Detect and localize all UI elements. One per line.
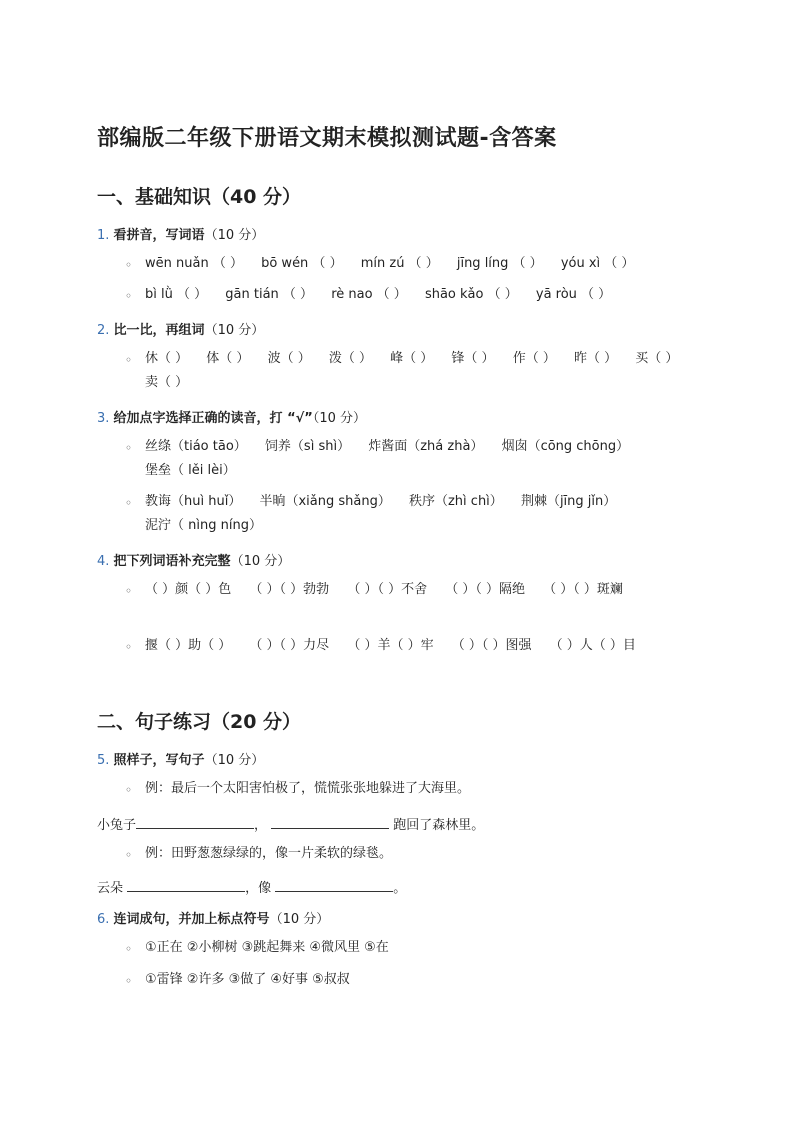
fill-sentence-1 xyxy=(97,814,484,833)
fill-start: 小兔子 xyxy=(97,818,137,833)
question-number: 6. xyxy=(97,912,110,927)
idiom-item: 揠（ ）助（ ） xyxy=(145,638,232,653)
pronunciation-item: 堡垒（ lěi lèi） xyxy=(145,463,236,478)
bullet: ◦ xyxy=(125,353,133,367)
idiom-item: （ ）羊（ ）牢 xyxy=(347,638,434,653)
char-item: 昨（ ） xyxy=(573,351,618,366)
section-heading-sentence-practice: 二、句子练习（20 分） xyxy=(97,711,302,733)
question-text: 比一比，再组词 xyxy=(113,323,205,338)
pronunciation-item: 饲养（sì shì） xyxy=(264,439,351,454)
idiom-row-1 xyxy=(145,578,705,602)
pronunciation-item: 炸酱面（zhá zhà） xyxy=(368,439,484,454)
fill-sentence-2 xyxy=(97,877,406,896)
question-score: （10 分） xyxy=(312,411,367,426)
pinyin-item: mín zú （ ） xyxy=(360,256,439,271)
pronunciation-row-2 xyxy=(145,490,705,538)
question-number: 2. xyxy=(97,323,110,338)
pronunciation-item: 丝绦（tiáo tāo） xyxy=(145,439,247,454)
fill-mid: ， xyxy=(254,818,268,833)
idiom-item: （ ）（ ）不舍 xyxy=(347,582,428,597)
example-sentence-2: 例：田野葱葱绿绿的，像一片柔软的绿毯。 xyxy=(145,846,393,861)
idiom-item: （ ）人（ ）目 xyxy=(549,638,636,653)
char-item: 作（ ） xyxy=(512,351,556,366)
idiom-item: （ ）（ ）力尽 xyxy=(249,638,330,653)
section-heading-basic-knowledge: 一、基础知识（40 分） xyxy=(97,186,302,208)
question-text: 连词成句，并加上标点符号 xyxy=(113,912,270,927)
question-text: 照样子，写句子 xyxy=(113,753,205,768)
char-item: 波（ ） xyxy=(267,351,311,366)
compare-words-row xyxy=(145,347,705,395)
page-title: 部编版二年级下册语文期末模拟测试题-含答案 xyxy=(97,126,557,151)
idiom-item: （ ）（ ）斑斓 xyxy=(543,582,623,597)
answer-blank[interactable] xyxy=(127,879,245,892)
bullet: ◦ xyxy=(125,783,133,797)
bullet: ◦ xyxy=(125,848,133,862)
question-text: 把下列词语补充完整 xyxy=(113,554,231,569)
idiom-item: （ ）（ ）图强 xyxy=(451,638,532,653)
pronunciation-item: 烟囱（cōng chōng） xyxy=(501,439,630,454)
fill-end: 。 xyxy=(393,881,407,896)
bullet: ◦ xyxy=(125,974,133,988)
fill-mid: ，像 xyxy=(245,881,276,896)
pronunciation-item: 秩序（zhì chì） xyxy=(408,494,503,509)
idiom-item: （ ）颜（ ）色 xyxy=(145,582,232,597)
char-item: 泼（ ） xyxy=(328,351,372,366)
char-item: 卖（ ） xyxy=(145,375,189,390)
char-item: 体（ ） xyxy=(206,351,250,366)
fill-start: 云朵 xyxy=(97,881,128,896)
idiom-item: （ ）（ ）勃勃 xyxy=(249,582,330,597)
question-text: 给加点字选择正确的读音，打 “√” xyxy=(113,411,313,426)
answer-blank[interactable] xyxy=(271,816,389,829)
bullet: ◦ xyxy=(125,942,133,956)
bullet: ◦ xyxy=(125,496,133,510)
bullet: ◦ xyxy=(125,584,133,598)
answer-blank[interactable] xyxy=(136,816,254,829)
pinyin-item: yóu xì （ ） xyxy=(560,256,635,271)
pinyin-item: gān tián （ ） xyxy=(225,287,314,302)
pronunciation-item: 半晌（xiǎng shǎng） xyxy=(259,494,391,509)
pinyin-item: wēn nuǎn （ ） xyxy=(145,256,243,271)
pinyin-item: jīng líng （ ） xyxy=(456,256,543,271)
pinyin-item: bō wén （ ） xyxy=(261,256,343,271)
example-sentence-1: 例：最后一个太阳害怕极了，慌慌张张地躲进了大海里。 xyxy=(145,781,471,796)
idiom-row-2 xyxy=(145,634,705,658)
question-2 xyxy=(97,319,264,338)
question-number: 5. xyxy=(97,753,110,768)
question-3 xyxy=(97,407,366,426)
bullet: ◦ xyxy=(125,441,133,455)
bullet: ◦ xyxy=(125,258,133,272)
question-score: （10 分） xyxy=(269,912,330,927)
pronunciation-item: 荆棘（jīng jǐn） xyxy=(520,494,617,509)
pinyin-row-2 xyxy=(145,283,705,307)
question-number: 1. xyxy=(97,228,110,243)
word-order-row-1: ①正在 ②小柳树 ③跳起舞来 ④微风里 ⑤在 xyxy=(145,940,389,955)
char-item: 休（ ） xyxy=(145,351,189,366)
question-score: （10 分） xyxy=(204,323,265,338)
question-score: （10 分） xyxy=(204,228,265,243)
question-text: 看拼音，写词语 xyxy=(113,228,205,243)
question-1 xyxy=(97,224,264,243)
idiom-item: （ ）（ ）隔绝 xyxy=(445,582,525,597)
answer-blank[interactable] xyxy=(275,879,393,892)
pinyin-item: bì lǜ （ ） xyxy=(145,287,208,302)
question-score: （10 分） xyxy=(204,753,265,768)
question-5 xyxy=(97,749,264,768)
word-order-row-2: ①雷锋 ②许多 ③做了 ④好事 ⑤叔叔 xyxy=(145,972,350,987)
question-4 xyxy=(97,550,290,569)
char-item: 锋（ ） xyxy=(451,351,495,366)
char-item: 峰（ ） xyxy=(390,351,434,366)
pinyin-item: yā ròu （ ） xyxy=(535,287,612,302)
char-item: 买（ ） xyxy=(635,351,679,366)
question-6 xyxy=(97,908,329,927)
bullet: ◦ xyxy=(125,289,133,303)
pinyin-item: shāo kǎo （ ） xyxy=(424,287,518,302)
fill-end: 跑回了森林里。 xyxy=(389,818,485,833)
pronunciation-item: 泥泞（ nìng níng） xyxy=(145,518,262,533)
pronunciation-row-1 xyxy=(145,435,705,483)
pronunciation-item: 教诲（huì huǐ） xyxy=(145,494,242,509)
question-score: （10 分） xyxy=(230,554,291,569)
bullet: ◦ xyxy=(125,640,133,654)
question-number: 4. xyxy=(97,554,110,569)
question-number: 3. xyxy=(97,411,110,426)
pinyin-row-1 xyxy=(145,252,705,276)
pinyin-item: rè nao （ ） xyxy=(331,287,407,302)
